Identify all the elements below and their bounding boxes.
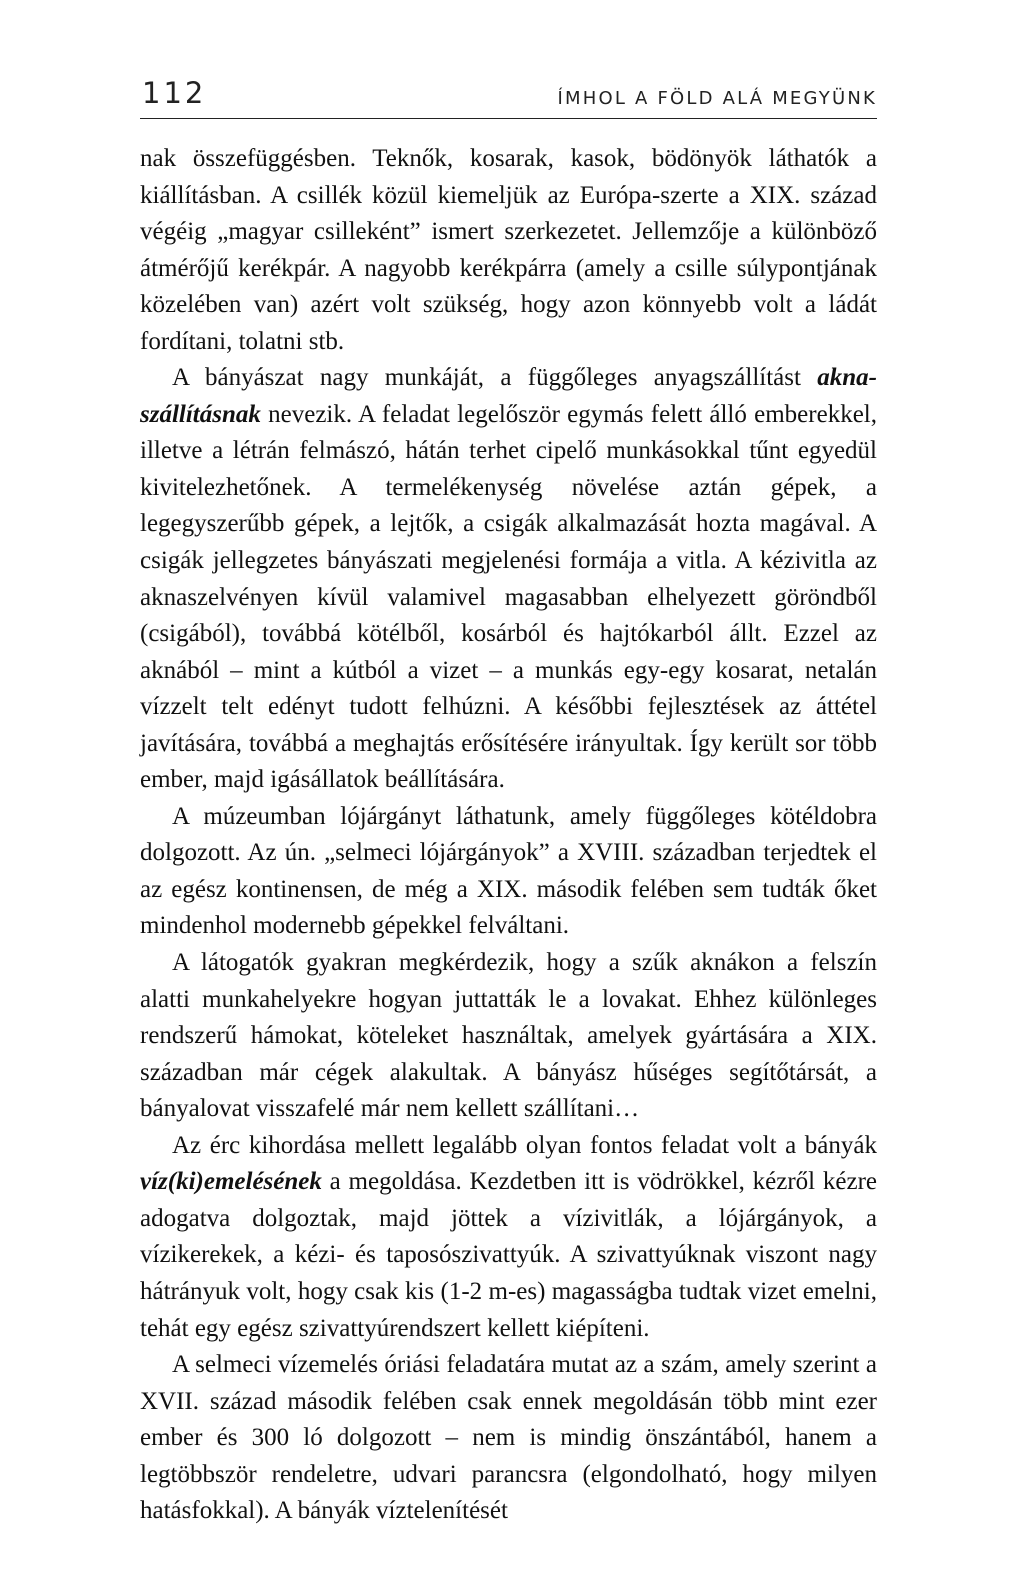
running-head: ÍMHOL A FÖLD ALÁ MEGYÜNK <box>557 88 877 109</box>
paragraph-6: A selmeci vízemelés óriási feladatára mutat az a szám, amely szerint a XVII. század második felében csak ennek megoldásán több mint ezer ember és 300 ló dolgozott – nem is mindig önszántából, hanem a legtöbbször rendeletre, udvari parancsra (elgondolható, hogy milyen hatásfokkal). A bányák víztelenítését <box>140 1351 877 1525</box>
paragraph-5-after: a megoldása. Kezdetben itt is vödrökkel, kézről kézre adogatva dolgoztak, majd jöttek a vízivitlák, a lójárgányok, a vízikerekek, a kézi- és taposószivattyúk. A szivattyúknak viszont nagy hátrányuk volt, hogy csak kis (1-2 m-es) magasságba tudtak vizet emelni, tehát egy egész szivattyúrendszert kellett kiépíteni. <box>140 1168 877 1342</box>
page-number: 112 <box>142 76 207 110</box>
paragraph-3: A múzeumban lójárgányt láthatunk, amely függőleges kötéldobra dolgozott. Az ún. „selmeci lójárgányok” a XVIII. században terjedtek el az egész kontinensen, de még a XIX. második felében sem tudták őket mindenhol modernebb gépekkel felváltani. <box>140 802 877 940</box>
paragraph-4: A látogatók gyakran megkérdezik, hogy a szűk aknákon a felszín alatti munkahelyekre hogyan juttatták le a lovakat. Ehhez különleges rendszerű hámokat, köteleket használtak, amelyek gyártására a XIX. században már cégek alakultak. A bányász hűséges segítőtársát, a bányalovat visszafelé már nem kellett szállítani… <box>140 949 877 1123</box>
paragraph-1: nak összefüggésben. Teknők, kosarak, kasok, bödönyök láthatók a kiállításban. A csillék közül kiemeljük az Európa-szerte a XIX. század végéig „magyar csilleként” ismert szerkezetet. Jellemzője a különböző átmérőjű kerékpár. A nagyobb kerékpárra (amely a csille súlypontjának közelében van) azért volt szükség, hogy azon könnyebb volt a ládát fordítani, tolatni stb. <box>140 145 877 355</box>
paragraph-2 <box>140 360 877 799</box>
term-vizkiemeles: víz(ki)emelésének <box>140 1168 322 1196</box>
paragraph-2-after: nevezik. A feladat legelőször egymás felett álló emberekkel, illetve a létrán felmászó, hátán terhet cipelő munkásokkal tűnt egyedül kivitelezhetőnek. A termelékenység növelése aztán gépek, a legegyszerűbb gépek, a lejtők, a csigák alkalmazását hozta magával. A csigák jellegzetes bányászati megjelenési formája a vitla. A kézivitla az aknaszelvényen kívül valamivel magasabban elhelyezett göröndből (csigából), továbbá kötélből, kosárból és hajtókarból állt. Ezzel az aknából – mint a kútból a vizet – a munkás egy-egy kosarat, netalán vízzelt telt edényt tudott felhúzni. A későbbi fejlesztések az áttétel javítására, továbbá a meghajtás erősítésére irányultak. Így került sor több ember, majd igásállatok beállítására. <box>140 400 877 794</box>
paragraph-5 <box>140 1128 877 1347</box>
paragraph-5-before: Az érc kihordása mellett legalább olyan fontos feladat volt a bányák <box>172 1131 877 1159</box>
page-header <box>140 72 877 119</box>
book-page <box>140 0 877 1581</box>
paragraph-2-before: A bányászat nagy munkáját, a függőleges anyagszállítást <box>172 364 818 392</box>
body-text <box>140 141 877 1530</box>
term-aknaszallitas: aknaszállításnak <box>140 364 877 428</box>
